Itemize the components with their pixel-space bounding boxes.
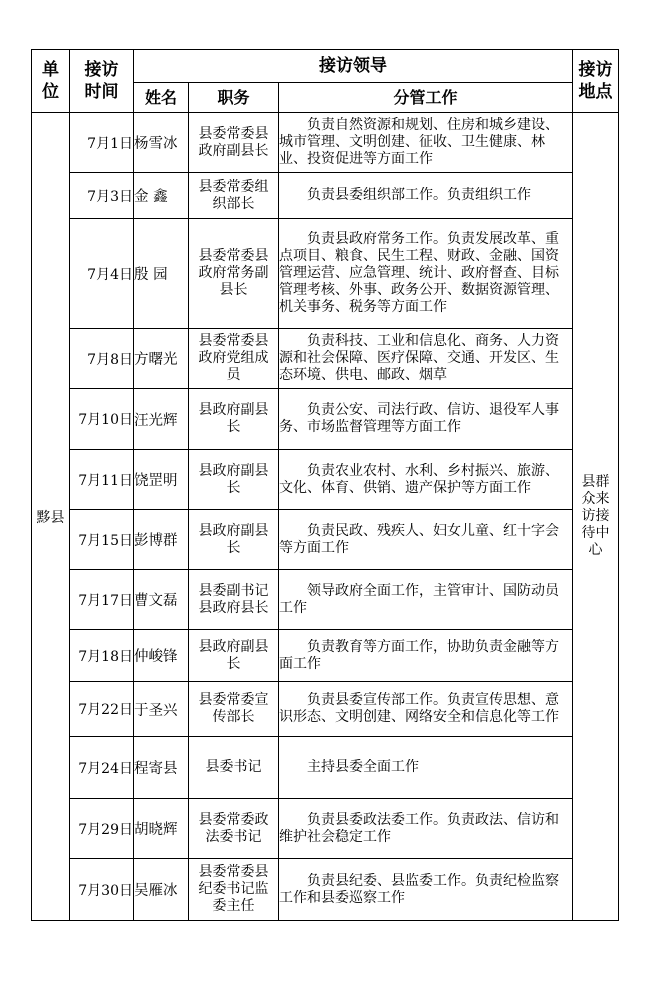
duty-cell [279, 682, 573, 737]
table-row [32, 219, 619, 329]
position-text: 县政府副县长 [198, 462, 269, 496]
duty-text: 负责县委政法委工作。负责政法、信访和维护社会稳定工作 [279, 811, 559, 845]
position-text: 县委常委宣传部长 [198, 692, 269, 725]
position-cell [189, 799, 279, 859]
position-text: 县委常委县政府副县长 [198, 125, 269, 159]
position-text: 县政府副县长 [198, 522, 269, 556]
date-cell: 7月10日 [70, 389, 134, 450]
date-cell: 7月29日 [70, 799, 134, 859]
table-row [32, 450, 619, 510]
duty-cell [279, 173, 573, 219]
table-row [32, 510, 619, 570]
header-leader-group: 接访领导 [134, 50, 573, 83]
duty-cell [279, 630, 573, 682]
duty-cell [279, 737, 573, 799]
header-duty: 分管工作 [279, 83, 573, 113]
header-time: 接访时间 [70, 50, 134, 113]
place-cell [573, 113, 619, 921]
duty-text: 负责科技、工业和信息化、商务、人力资源和社会保障、医疗保障、交通、开发区、生态环境、供电、邮政、烟草 [279, 333, 559, 383]
duty-cell [279, 329, 573, 389]
position-text: 县委副书记县政府县长 [198, 582, 269, 616]
table-row [32, 630, 619, 682]
name-cell: 殷 园 [134, 219, 189, 329]
name-cell: 程寄县 [134, 737, 189, 799]
position-cell [189, 389, 279, 450]
position-text: 县委常委政法委书记 [198, 811, 269, 845]
name-cell: 方曙光 [134, 329, 189, 389]
table-row [32, 113, 619, 173]
position-cell [189, 510, 279, 570]
date-cell: 7月15日 [70, 510, 134, 570]
name-cell: 吴雁冰 [134, 859, 189, 921]
table-row [32, 799, 619, 859]
name-cell: 彭博群 [134, 510, 189, 570]
duty-cell [279, 389, 573, 450]
duty-cell [279, 570, 573, 630]
position-cell [189, 630, 279, 682]
name-cell: 曹文磊 [134, 570, 189, 630]
duty-cell [279, 859, 573, 921]
duty-text: 负责教育等方面工作，协助负责金融等方面工作 [279, 638, 559, 672]
position-text: 县政府副县长 [198, 638, 269, 672]
table-row [32, 859, 619, 921]
position-cell [189, 450, 279, 510]
date-cell: 7月17日 [70, 570, 134, 630]
name-cell: 饶罡明 [134, 450, 189, 510]
date-cell: 7月30日 [70, 859, 134, 921]
position-cell [189, 682, 279, 737]
date-cell: 7月8日 [70, 329, 134, 389]
duty-text: 负责县委宣传部工作。负责宣传思想、意识形态、文明创建、网络安全和信息化等工作 [279, 692, 559, 725]
position-cell [189, 173, 279, 219]
table-row [32, 570, 619, 630]
place-text: 县群众来访接待中心 [581, 474, 610, 558]
position-cell [189, 737, 279, 799]
table-row [32, 329, 619, 389]
duty-text: 负责公安、司法行政、信访、退役军人事务、市场监督管理等方面工作 [279, 402, 559, 435]
name-cell: 胡晓辉 [134, 799, 189, 859]
position-cell [189, 859, 279, 921]
table-row [32, 389, 619, 450]
position-cell [189, 113, 279, 173]
name-cell: 于圣兴 [134, 682, 189, 737]
date-cell: 7月18日 [70, 630, 134, 682]
header-row-1 [32, 50, 619, 83]
date-cell: 7月11日 [70, 450, 134, 510]
table-row [32, 682, 619, 737]
date-cell: 7月3日 [70, 173, 134, 219]
name-cell: 仲峻锋 [134, 630, 189, 682]
duty-text: 领导政府全面工作，主管审计、国防动员工作 [279, 582, 559, 616]
duty-cell [279, 113, 573, 173]
position-text: 县政府副县长 [198, 402, 269, 435]
date-cell: 7月24日 [70, 737, 134, 799]
table-row [32, 173, 619, 219]
date-cell: 7月22日 [70, 682, 134, 737]
date-cell: 7月4日 [70, 219, 134, 329]
duty-text: 负责县纪委、县监委工作。负责纪检监察工作和县委巡察工作 [279, 872, 559, 906]
position-text: 县委常委县政府常务副县长 [198, 248, 269, 298]
name-cell: 杨雪冰 [134, 113, 189, 173]
duty-text: 主持县委全面工作 [307, 759, 419, 775]
duty-text: 负责民政、残疾人、妇女儿童、红十字会等方面工作 [279, 522, 559, 556]
position-text: 县委常委组织部长 [198, 178, 269, 212]
header-place: 接访地点 [573, 50, 619, 113]
table-row [32, 737, 619, 799]
name-cell: 汪光辉 [134, 389, 189, 450]
unit-cell: 黟县 [32, 113, 70, 921]
duty-cell [279, 450, 573, 510]
duty-text: 负责农业农村、水利、乡村振兴、旅游、文化、体育、供销、遗产保护等方面工作 [279, 462, 559, 496]
position-text: 县委书记 [205, 759, 262, 775]
position-cell [189, 570, 279, 630]
position-text: 县委常委县纪委书记监委主任 [198, 864, 269, 914]
position-cell [189, 329, 279, 389]
duty-text: 负责县委组织部工作。负责组织工作 [307, 187, 531, 203]
duty-cell [279, 219, 573, 329]
header-position: 职务 [189, 83, 279, 113]
header-unit: 单位 [32, 50, 70, 113]
duty-text: 负责县政府常务工作。负责发展改革、重点项目、粮食、民生工程、财政、金融、国资管理运营、应急管理、统计、政府督查、目标管理考核、外事、政务公开、数据资源管理、机关事务、税务等方面工作 [279, 231, 559, 315]
duty-cell [279, 799, 573, 859]
position-text: 县委常委县政府党组成员 [198, 333, 269, 383]
date-cell: 7月1日 [70, 113, 134, 173]
position-cell [189, 219, 279, 329]
duty-cell [279, 510, 573, 570]
duty-text: 负责自然资源和规划、住房和城乡建设、城市管理、文明创建、征收、卫生健康、林业、投资促进等方面工作 [279, 117, 559, 167]
reception-schedule-table [31, 49, 619, 921]
name-cell: 金 鑫 [134, 173, 189, 219]
header-name: 姓名 [134, 83, 189, 113]
